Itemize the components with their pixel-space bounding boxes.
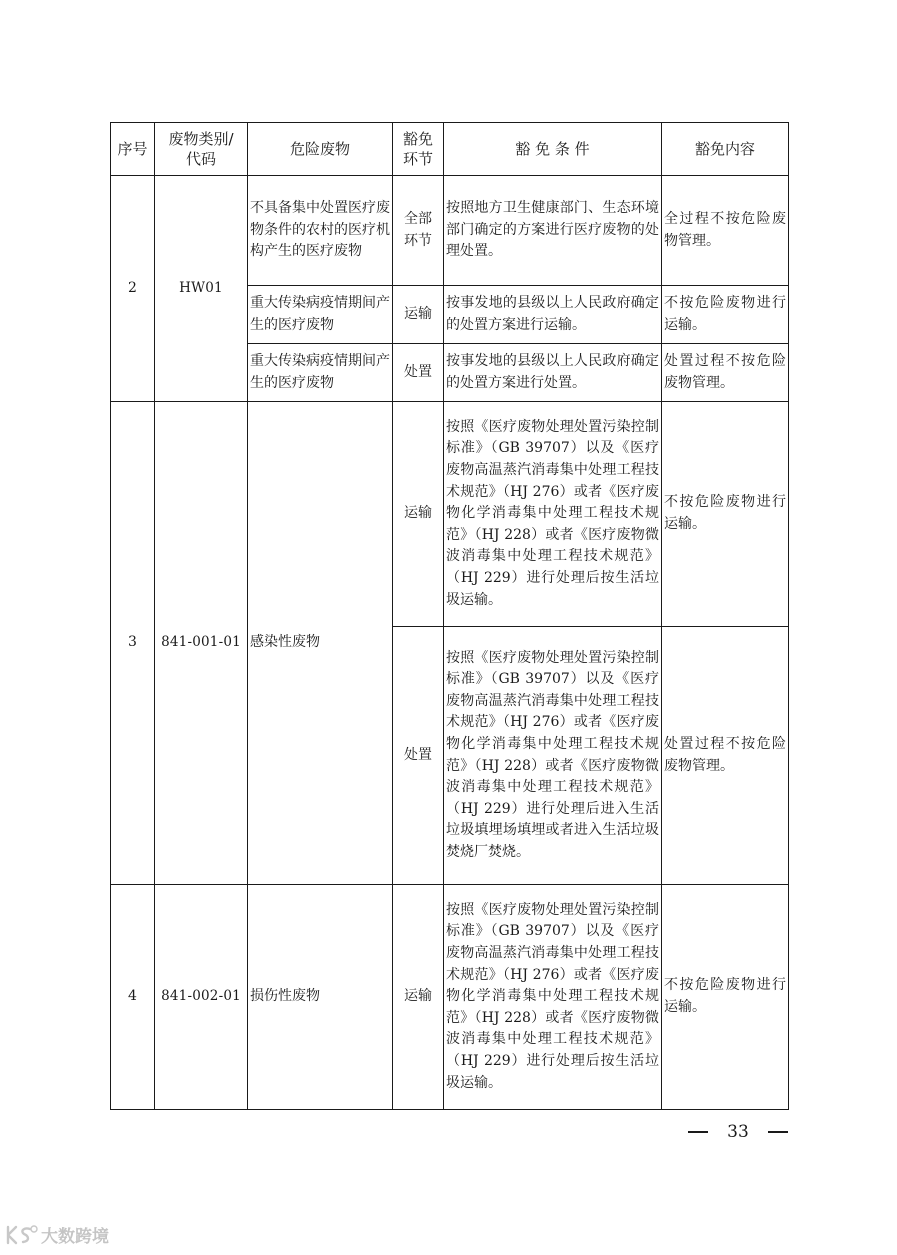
condition-cell: 按照《医疗废物处理处置污染控制标准》（GB 39707）以及《医疗废物高温蒸汽消毒集中处理工程技术规范》（HJ 276）或者《医疗废物化学消毒集中处理工程技术规范》（HJ 228）或者《医疗废物微波消毒集中处理工程技术规范》（HJ 229）进行处理后按生活垃圾运输。 — [444, 402, 662, 627]
header-content: 豁免内容 — [662, 123, 789, 176]
waste-cell: 不具备集中处置医疗废物条件的农村的医疗机构产生的医疗废物 — [248, 176, 393, 286]
content-cell: 处置过程不按危险废物管理。 — [662, 627, 789, 885]
waste-cell: 重大传染病疫情期间产生的医疗废物 — [248, 344, 393, 402]
header-seq: 序号 — [111, 123, 155, 176]
condition-cell: 按照《医疗废物处理处置污染控制标准》（GB 39707）以及《医疗废物高温蒸汽消毒集中处理工程技术规范》（HJ 276）或者《医疗废物化学消毒集中处理工程技术规范》（HJ 228）或者《医疗废物微波消毒集中处理工程技术规范》（HJ 229）进行处理后按生活垃圾运输。 — [444, 885, 662, 1110]
page-number-footer — [688, 1120, 788, 1144]
stage-cell: 运输 — [393, 286, 444, 344]
content-cell: 不按危险废物进行运输。 — [662, 286, 789, 344]
content-cell: 全过程不按危险废物管理。 — [662, 176, 789, 286]
waste-cell: 损伤性废物 — [248, 885, 393, 1110]
code-cell: 841-002-01 — [155, 885, 248, 1110]
waste-cell: 重大传染病疫情期间产生的医疗废物 — [248, 286, 393, 344]
stage-cell: 处置 — [393, 627, 444, 885]
condition-cell: 按照地方卫生健康部门、生态环境部门确定的方案进行医疗废物的处理处置。 — [444, 176, 662, 286]
waste-cell: 感染性废物 — [248, 402, 393, 885]
condition-cell: 按事发地的县级以上人民政府确定的处置方案进行运输。 — [444, 286, 662, 344]
code-cell: 841-001-01 — [155, 402, 248, 885]
watermark — [4, 1222, 109, 1247]
stage-cell: 全部 环节 — [393, 176, 444, 286]
table-row — [111, 402, 789, 627]
header-stage: 豁免 环节 — [393, 123, 444, 176]
content-cell: 处置过程不按危险废物管理。 — [662, 344, 789, 402]
header-condition: 豁 免 条 件 — [444, 123, 662, 176]
stage-cell: 运输 — [393, 885, 444, 1110]
seq-cell: 3 — [111, 402, 155, 885]
table-row — [111, 885, 789, 1110]
stage-cell: 处置 — [393, 344, 444, 402]
dash-right — [768, 1131, 788, 1133]
content-cell: 不按危险废物进行运输。 — [662, 402, 789, 627]
ks-logo-icon — [4, 1223, 38, 1247]
seq-cell: 4 — [111, 885, 155, 1110]
condition-cell: 按事发地的县级以上人民政府确定的处置方案进行处置。 — [444, 344, 662, 402]
watermark-text: 大数跨境 — [41, 1227, 109, 1247]
code-cell: HW01 — [155, 176, 248, 402]
content-cell: 不按危险废物进行运输。 — [662, 885, 789, 1110]
table-header-row — [111, 123, 789, 176]
header-category: 废物类别/ 代码 — [155, 123, 248, 176]
stage-cell: 运输 — [393, 402, 444, 627]
dash-left — [688, 1131, 708, 1133]
page-number: 33 — [727, 1122, 749, 1142]
header-waste: 危险废物 — [248, 123, 393, 176]
exemption-table — [110, 122, 789, 1110]
condition-cell: 按照《医疗废物处理处置污染控制标准》（GB 39707）以及《医疗废物高温蒸汽消毒集中处理工程技术规范》（HJ 276）或者《医疗废物化学消毒集中处理工程技术规范》（HJ 228）或者《医疗废物微波消毒集中处理工程技术规范》（HJ 229）进行处理后进入生活垃圾填埋场填埋或者进入生活垃圾焚烧厂焚烧。 — [444, 627, 662, 885]
seq-cell: 2 — [111, 176, 155, 402]
table-row — [111, 176, 789, 286]
